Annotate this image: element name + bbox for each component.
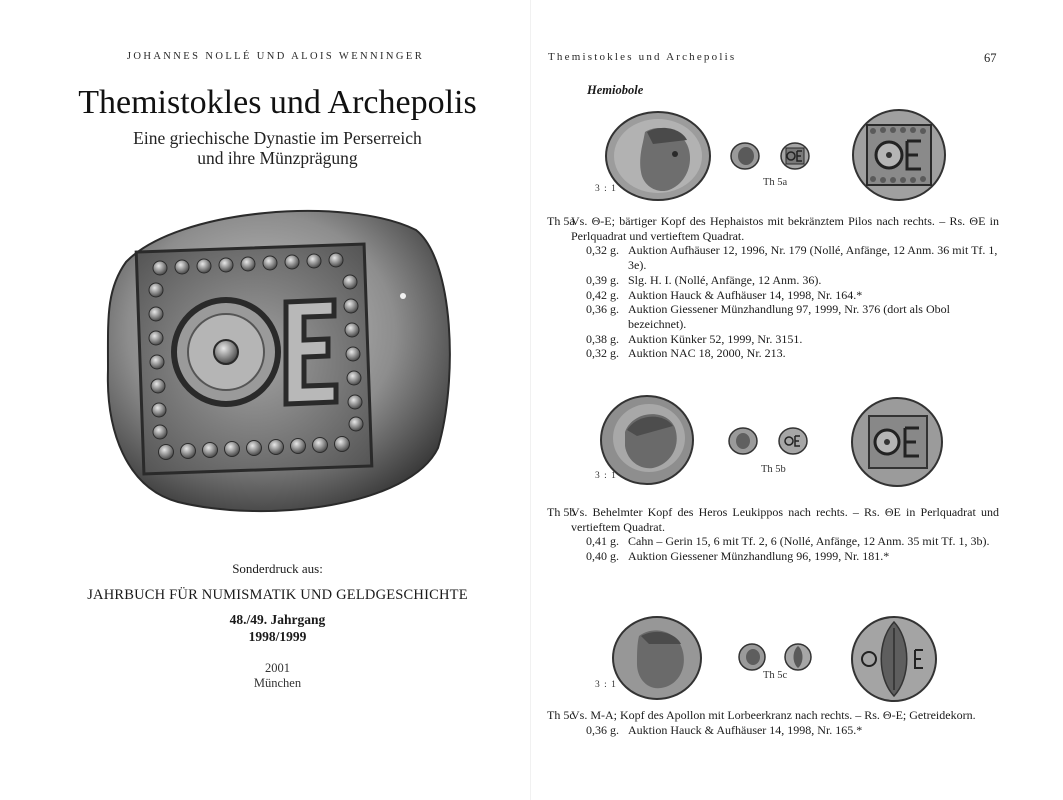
entry-description-th5b: Vs. Behelmter Kopf des Heros Leukippos nach rechts. – Rs. ΘE in Perlquadrat und vertieftem Quadrat. [571, 505, 999, 534]
source-weight: 0,32 g. [586, 243, 619, 258]
entry-ref-th5c: Th 5c [547, 708, 575, 722]
source-item [547, 243, 999, 272]
offprint-note: Sonderdruck aus: [232, 561, 323, 576]
coin-obverse-th5a [603, 110, 713, 202]
coin-small-obverse-th5a [729, 141, 761, 171]
coin-plate-th5c [531, 612, 1063, 712]
source-text: Auktion NAC 18, 2000, Nr. 213. [628, 346, 786, 361]
plate-label-th5a: Th 5a [763, 177, 788, 188]
volume-years: 1998/1999 [248, 629, 307, 644]
cover-coin-image [98, 190, 458, 520]
source-item [547, 723, 999, 738]
source-item [547, 288, 999, 303]
coin-plate-th5a [531, 107, 1063, 207]
source-item [547, 534, 999, 549]
source-item [547, 302, 999, 331]
imprint [0, 661, 555, 691]
entry-description-th5c: Vs. M-A; Kopf des Apollon mit Lorbeerkranz nach rechts. – Rs. Θ-E; Getreidekorn. [571, 708, 976, 722]
source-weight: 0,36 g. [586, 722, 619, 737]
source-text: Auktion Hauck & Aufhäuser 14, 1998, Nr. 165.* [628, 722, 863, 737]
coin-small-obverse-th5b [727, 426, 759, 456]
source-weight: 0,39 g. [586, 272, 619, 287]
cover-coin-illustration [98, 190, 458, 520]
source-weight: 0,38 g. [586, 331, 619, 346]
coin-reverse-th5b [849, 394, 945, 490]
catalog-entry-th5a [547, 214, 999, 361]
source-weight: 0,36 g. [586, 302, 619, 317]
source-weight: 0,41 g. [586, 534, 619, 549]
source-weight: 0,32 g. [586, 346, 619, 361]
source-weight: 0,40 g. [586, 549, 619, 564]
coin-reverse-th5c [849, 614, 939, 704]
publication-year: 2001 [265, 661, 290, 675]
entry-ref-th5b: Th 5b [547, 505, 576, 519]
source-weight: 0,42 g. [586, 287, 619, 302]
authors: JOHANNES NOLLÉ UND ALOIS WENNINGER [126, 51, 425, 62]
source-text: Auktion Giessener Münzhandlung 97, 1999, Nr. 376 (dort als Obol bezeichnet). [628, 302, 950, 331]
coin-small-reverse-th5a [779, 141, 811, 171]
right-page [531, 0, 1063, 800]
journal-title: JAHRBUCH FÜR NUMISMATIK UND GELDGESCHICHTE [87, 587, 468, 603]
left-page [0, 0, 531, 800]
coin-small-reverse-th5b [777, 426, 809, 456]
source-item [547, 332, 999, 347]
coin-small-reverse-th5c [783, 642, 813, 672]
page-number: 67 [984, 51, 997, 65]
source-item [547, 346, 999, 361]
source-item [547, 273, 999, 288]
source-item [547, 549, 999, 564]
entry-sources-th5a [547, 243, 999, 361]
coin-reverse-th5a [849, 107, 949, 203]
book-subtitle [0, 128, 555, 168]
coin-small-obverse-th5c [737, 642, 767, 672]
plate-label-th5b: Th 5b [761, 464, 786, 475]
subtitle-line-1: Eine griechische Dynastie im Perserreich [133, 128, 422, 148]
scale-label-th5a: 3 : 1 [595, 184, 617, 194]
source-text: Auktion Aufhäuser 12, 1996, Nr. 179 (Nollé, Anfänge, 12 Anm. 36 mit Tf. 1, 3e). [628, 243, 998, 273]
entry-ref-th5a: Th 5a [547, 214, 575, 228]
catalog-entry-th5c [547, 708, 999, 737]
scale-label-th5b: 3 : 1 [595, 471, 617, 481]
publication-city: München [253, 676, 302, 690]
subtitle-line-2: und ihre Münzprägung [197, 148, 358, 168]
plate-label-th5c: Th 5c [763, 670, 788, 681]
coin-plate-th5b [531, 392, 1063, 492]
source-text: Cahn – Gerin 15, 6 mit Tf. 2, 6 (Nollé, Anfänge, 12 Anm. 35 mit Tf. 1, 3b). [628, 534, 990, 549]
volume-info [0, 611, 555, 645]
entry-sources-th5c [547, 723, 999, 738]
source-text: Auktion Giessener Münzhandlung 96, 1999, Nr. 181.* [628, 549, 890, 564]
source-text: Auktion Künker 52, 1999, Nr. 3151. [628, 331, 803, 346]
running-head: Themistokles und Archepolis [548, 51, 737, 63]
book-title: Themistokles und Archepolis [78, 84, 477, 121]
entry-description-th5a: Vs. Θ-E; bärtiger Kopf des Hephaistos mit bekränztem Pilos nach rechts. – Rs. ΘE in Perlquadrat und vertieftem Quadrat. [571, 214, 999, 243]
volume-number: 48./49. Jahrgang [229, 612, 326, 627]
entry-sources-th5b [547, 534, 999, 563]
source-text: Slg. H. I. (Nollé, Anfänge, 12 Anm. 36). [628, 272, 822, 287]
section-heading: Hemiobole [587, 83, 644, 97]
source-text: Auktion Hauck & Aufhäuser 14, 1998, Nr. 164.* [628, 287, 863, 302]
scale-label-th5c: 3 : 1 [595, 680, 617, 690]
catalog-entry-th5b [547, 505, 999, 564]
coin-obverse-th5c [609, 614, 705, 702]
